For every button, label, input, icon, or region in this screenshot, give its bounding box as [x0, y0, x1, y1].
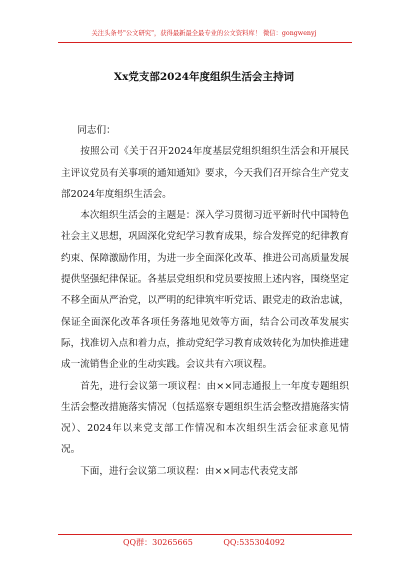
header-divider — [58, 42, 352, 43]
footer-contacts — [0, 537, 408, 548]
paragraph-2: 本次组织生活会的主题是：深入学习贯彻习近平新时代中国特色社会主义思想，巩固深化党纪学习教育成果，综合发挥党的纪律教育约束、保障激励作用，为进一步全面深化改革、推进公司高质量发展提供坚强纪律保证。各基层党组织和党员要按照上述内容，围绕坚定不移全面从严治党，以严明的纪律筑牢听党话、跟党走的政治忠诚，保证全面深化改革各项任务落地见效等方面，结合公司改革发展实际，找准切入点和着力点，推动党纪学习教育成效转化为加快推进建成一流销售企业的生动实践。会议共有六项议程。 — [61, 210, 349, 371]
footer-divider — [58, 534, 352, 535]
footer-qq-group: QQ群：30265665 — [122, 538, 193, 547]
salutation: 同志们： — [77, 125, 116, 136]
footer-qq: QQ:535304092 — [223, 538, 285, 547]
paragraph-1: 按照公司《关于召开2024年度基层党组织组织生活会和开展民主评议党员有关事项的通知通知》要求，今天我们召开综合生产党支部2024年度组织生活会。 — [61, 146, 349, 200]
paragraph-4: 下面，进行会议第二项议程：由××同志代表党支部 — [80, 465, 298, 477]
header-promo-banner: 关注头条号"公文研究"，获得最新最全最专业的公文资料库！ 微信：gongwenyj — [91, 30, 317, 37]
document-body — [61, 120, 349, 482]
document-title: Xx党支部2024年度组织生活会主持词 — [113, 71, 295, 83]
paragraph-3: 首先，进行会议第一项议程：由××同志通报上一年度专题组织生活会整改措施落实情况（包括巡察专题组织生活会整改措施落实情况）、2024年以来党支部工作情况和本次组织生活会征求意见情况。 — [61, 380, 349, 456]
